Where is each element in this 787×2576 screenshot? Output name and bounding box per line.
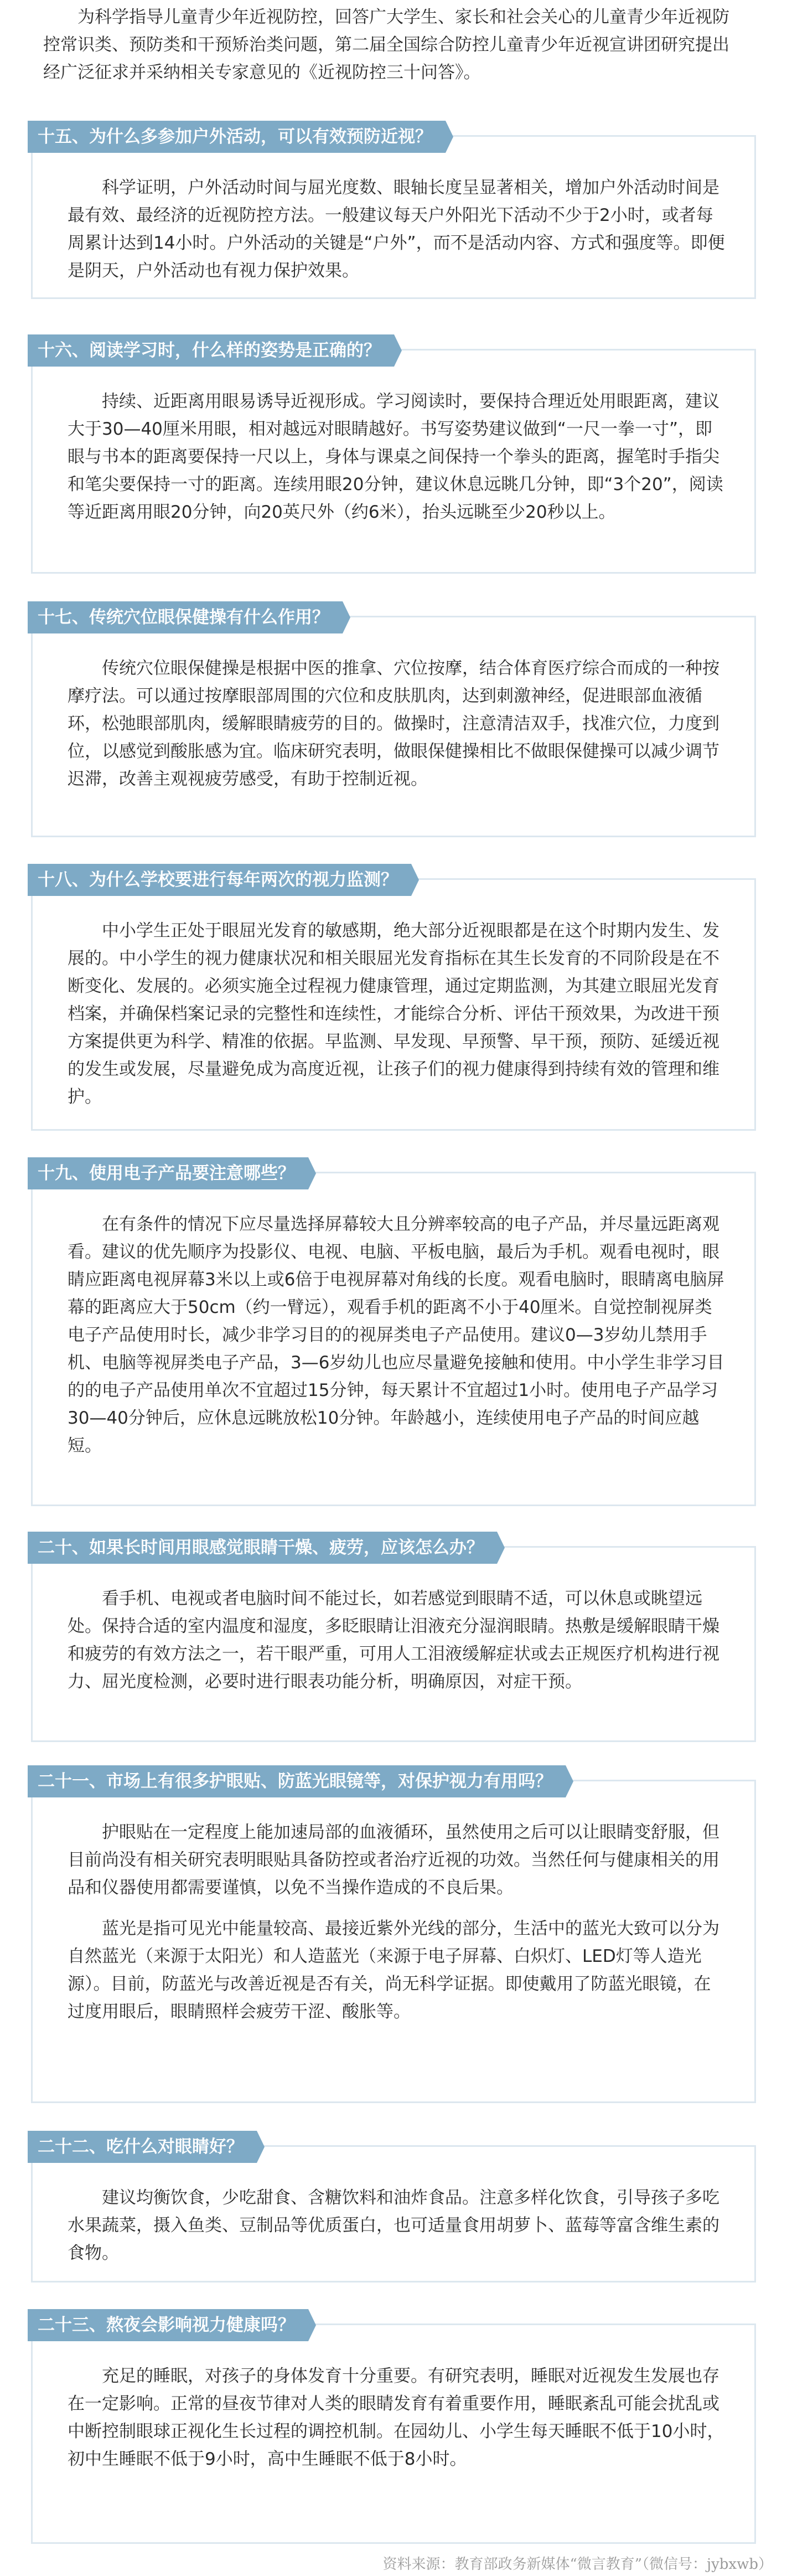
qa-section-20 bbox=[31, 1532, 756, 1742]
question-title: 二十三、熬夜会影响视力健康吗？ bbox=[28, 2309, 308, 2341]
question-title: 十九、使用电子产品要注意哪些？ bbox=[28, 1157, 308, 1189]
qa-section-15 bbox=[31, 121, 756, 299]
answer-text bbox=[68, 1585, 727, 1709]
qa-section-17 bbox=[31, 601, 756, 837]
qa-section-19 bbox=[31, 1157, 756, 1506]
question-title: 十五、为什么多参加户外活动，可以有效预防近视？ bbox=[28, 121, 446, 153]
answer-paragraph: 传统穴位眼保健操是根据中医的推拿、穴位按摩，结合体育医疗综合而成的一种按摩疗法。可以通过按摩眼部周围的穴位和皮肤肌肉，达到刺激神经，促进眼部血液循环，松弛眼部肌肉，缓解眼睛疲劳的目的。做操时，注意清洁双手，找准穴位，力度到位，以感觉到酸胀感为宜。临床研究表明，做眼保健操相比不做眼保健操可以减少调节迟滞，改善主观视疲劳感受，有助于控制近视。 bbox=[68, 658, 719, 789]
answer-text bbox=[68, 2184, 727, 2280]
answer-paragraph: 中小学生正处于眼屈光发育的敏感期，绝大部分近视眼都是在这个时期内发生、发展的。中小学生的视力健康状况和相关眼屈光发育指标在其生长发育的不同阶段是在不断变化、发展的。必须实施全过程视力健康管理，通过定期监测，为其建立眼屈光发育档案，并确保档案记录的完整性和连续性，才能综合分析、评估干预效果，为改进干预方案提供更为科学、精准的依据。早监测、早发现、早预警、早干预，预防、延缓近视的发生或发展，尽量避免成为高度近视，让孩子们的视力健康得到持续有效的管理和维护。 bbox=[68, 921, 719, 1107]
answer-text bbox=[68, 1818, 727, 2039]
answer-paragraph: 建议均衡饮食，少吃甜食、含糖饮料和油炸食品。注意多样化饮食，引导孩子多吃水果蔬菜，摄入鱼类、豆制品等优质蛋白，也可适量食用胡萝卜、蓝莓等富含维生素的食物。 bbox=[68, 2188, 719, 2263]
qa-section-16 bbox=[31, 334, 756, 574]
question-title: 十七、传统穴位眼保健操有什么作用？ bbox=[28, 601, 343, 633]
qa-section-22 bbox=[31, 2131, 756, 2283]
question-title: 十六、阅读学习时，什么样的姿势是正确的？ bbox=[28, 334, 394, 367]
answer-paragraph: 科学证明，户外活动时间与屈光度数、眼轴长度呈显著相关，增加户外活动时间是最有效、最经济的近视防控方法。一般建议每天户外阳光下活动不少于2小时，或者每周累计达到14小时。户外活动的关键是“户外”，而不是活动内容、方式和强度等。即便是阴天，户外活动也有视力保护效果。 bbox=[68, 178, 725, 281]
qa-section-23 bbox=[31, 2309, 756, 2544]
question-title: 二十二、吃什么对眼睛好？ bbox=[28, 2131, 257, 2163]
answer-text bbox=[68, 2362, 727, 2486]
question-title: 十八、为什么学校要进行每年两次的视力监测？ bbox=[28, 864, 411, 896]
answer-paragraph: 护眼贴在一定程度上能加速局部的血液循环，虽然使用之后可以让眼睛变舒服，但目前尚没有相关研究表明眼贴具备防控或者治疗近视的功效。当然任何与健康相关的用品和仪器使用都需要谨慎，以免不当操作造成的不良后果。 bbox=[68, 1822, 719, 1898]
source-caption: 资料来源：教育部政务新媒体“微言教育”（微信号：jybxwb） bbox=[382, 2556, 773, 2573]
qa-section-21 bbox=[31, 1765, 756, 2103]
intro-paragraph: 为科学指导儿童青少年近视防控，回答广大学生、家长和社会关心的儿童青少年近视防控常识类、预防类和干预矫治类问题，第二届全国综合防控儿童青少年近视宣讲团研究提出经广泛征求并采纳相关专家意见的《近视防控三十问答》。 bbox=[43, 7, 729, 83]
answer-text bbox=[68, 174, 727, 298]
answer-paragraph: 看手机、电视或者电脑时间不能过长，如若感觉到眼睛不适，可以休息或眺望远处。保持合适的室内温度和湿度，多眨眼睛让泪液充分湿润眼睛。热敷是缓解眼睛干燥和疲劳的有效方法之一，若干眼严重，可用人工泪液缓解症状或去正规医疗机构进行视力、屈光度检测，必要时进行眼表功能分析，明确原因，对症干预。 bbox=[68, 1589, 719, 1692]
answer-text bbox=[68, 1210, 727, 1473]
answer-paragraph: 蓝光是指可见光中能量较高、最接近紫外光线的部分，生活中的蓝光大致可以分为自然蓝光（来源于太阳光）和人造蓝光（来源于电子屏幕、白炽灯、LED灯等人造光源）。目前，防蓝光与改善近视是否有关，尚无科学证据。即使戴用了防蓝光眼镜，在过度用眼后，眼睛照样会疲劳干涩、酸胀等。 bbox=[68, 1919, 719, 2022]
answer-text bbox=[68, 388, 727, 539]
question-title: 二十、如果长时间用眼感觉眼睛干燥、疲劳，应该怎么办？ bbox=[28, 1532, 497, 1564]
answer-paragraph: 持续、近距离用眼易诱导近视形成。学习阅读时，要保持合理近处用眼距离，建议大于30—40厘米用眼，相对越远对眼睛越好。书写姿势建议做到“一尺一拳一寸”，即眼与书本的距离要保持一尺以上，身体与课桌之间保持一个拳头的距离，握笔时手指尖和笔尖要保持一寸的距离。连续用眼20分钟，建议休息远眺几分钟，即“3个20”，阅读等近距离用眼20分钟，向20英尺外（约6米），抬头远眺至少20秒以上。 bbox=[68, 391, 723, 522]
answer-paragraph: 充足的睡眠，对孩子的身体发育十分重要。有研究表明，睡眠对近视发生发展也存在一定影响。正常的昼夜节律对人类的眼睛发育有着重要作用，睡眠紊乱可能会扰乱或中断控制眼球正视化生长过程的调控机制。在园幼儿、小学生每天睡眠不低于10小时，初中生睡眠不低于9小时，高中生睡眠不低于8小时。 bbox=[68, 2366, 724, 2469]
answer-text bbox=[68, 917, 727, 1124]
question-title: 二十一、市场上有很多护眼贴、防蓝光眼镜等，对保护视力有用吗？ bbox=[28, 1765, 566, 1797]
qa-section-18 bbox=[31, 864, 756, 1131]
answer-text bbox=[68, 655, 727, 806]
answer-paragraph: 在有条件的情况下应尽量选择屏幕较大且分辨率较高的电子产品，并尽量远距离观看。建议的优先顺序为投影仪、电视、电脑、平板电脑，最后为手机。观看电视时，眼睛应距离电视屏幕3米以上或6倍于电视屏幕对角线的长度。观看电脑时，眼睛离电脑屏幕的距离应大于50cm（约一臂远），观看手机的距离不小于40厘米。自觉控制视屏类电子产品使用时长，减少非学习目的的视屏类电子产品使用。建议0—3岁幼儿禁用手机、电脑等视屏类电子产品，3—6岁幼儿也应尽量避免接触和使用。中小学生非学习目的的电子产品使用单次不宜超过15分钟，每天累计不宜超过1小时。使用电子产品学习30—40分钟后，应休息远眺放松10分钟。年龄越小，连续使用电子产品的时间应越短。 bbox=[68, 1214, 724, 1456]
